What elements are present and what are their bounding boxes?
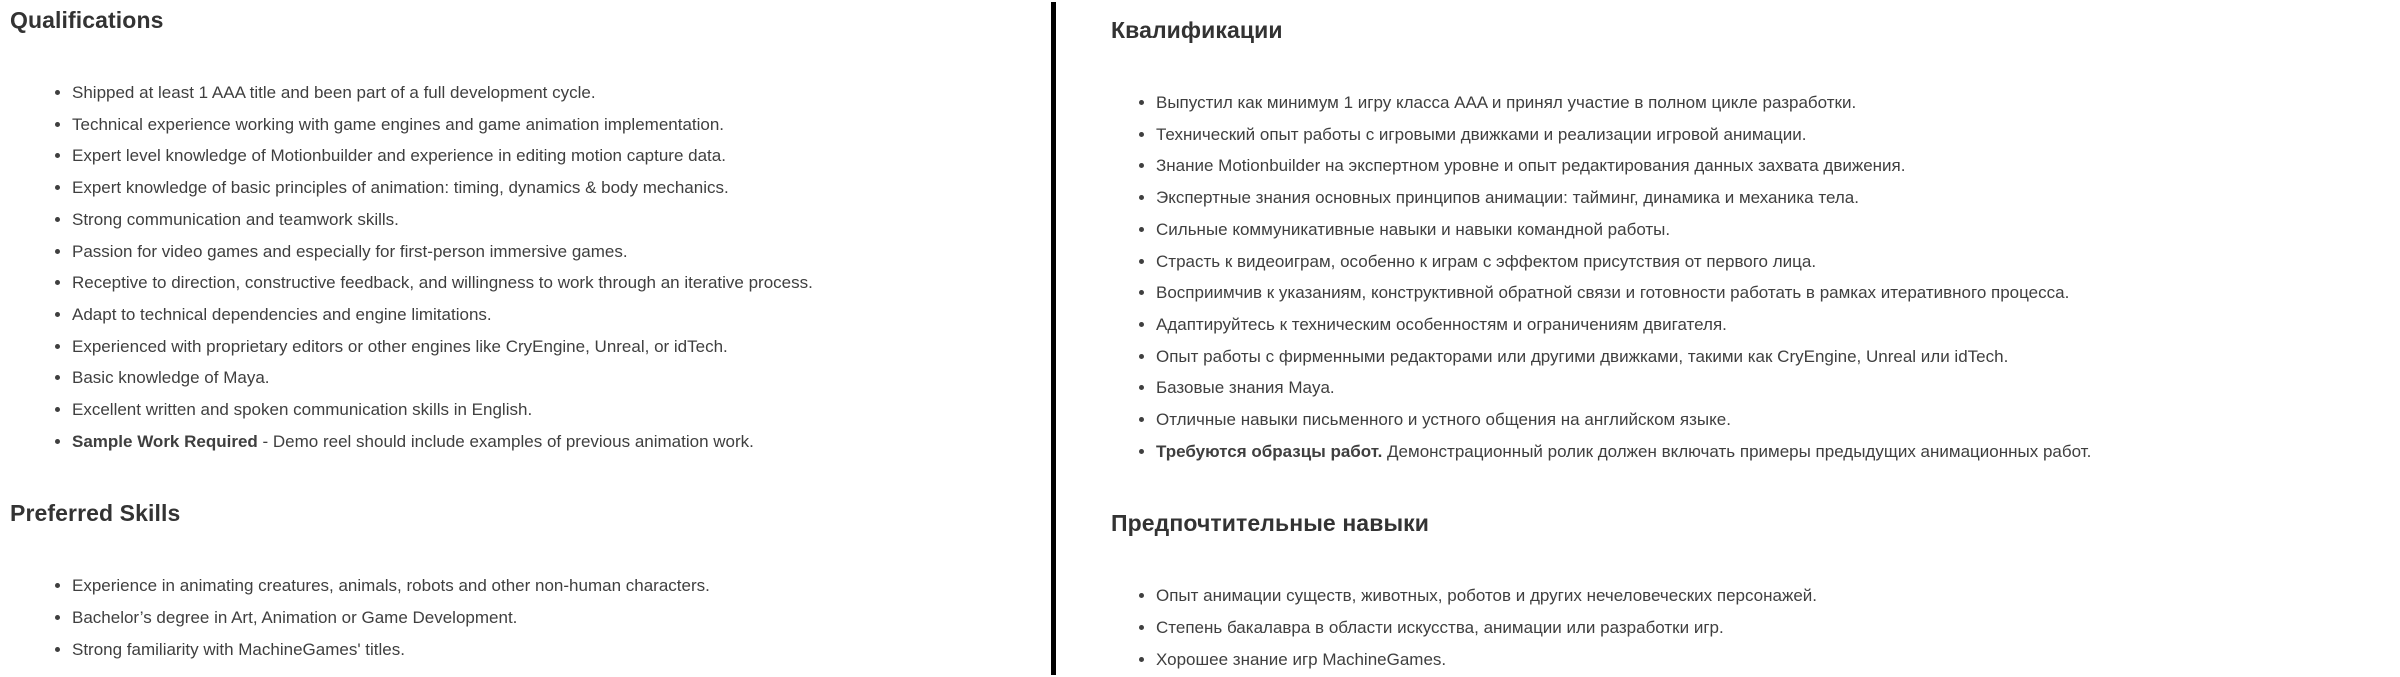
- list-item: • Выпустил как минимум 1 игру класса AAA и принял участие в полном цикле разработки.: [1156, 87, 2370, 119]
- list-item: • Восприимчив к указаниям, конструктивной обратной связи и готовности работать в рамках итеративного процесса.: [1156, 277, 2370, 309]
- list-item: • Shipped at least 1 AAA title and been part of a full development cycle.: [72, 77, 1021, 109]
- section: [1111, 14, 2370, 467]
- list-item: • Sample Work Required - Demo reel should include examples of previous animation work.: [72, 426, 1021, 458]
- section-heading: Квалификации: [1111, 17, 1283, 43]
- russian-column: [1056, 0, 2400, 677]
- list-item: • Passion for video games and especially for first-person immersive games.: [72, 236, 1021, 268]
- list-item: • Bachelor’s degree in Art, Animation or Game Development.: [72, 602, 1021, 634]
- list-item: • Receptive to direction, constructive feedback, and willingness to work through an iterative process.: [72, 267, 1021, 299]
- list-item: • Basic knowledge of Maya.: [72, 362, 1021, 394]
- list-item: • Expert knowledge of basic principles of animation: timing, dynamics & body mechanics.: [72, 172, 1021, 204]
- bold-lead: Требуются образцы работ.: [1156, 441, 1383, 461]
- list-item: • Страсть к видеоиграм, особенно к играм с эффектом присутствия от первого лица.: [1156, 246, 2370, 278]
- section: [1111, 507, 2370, 675]
- bullet-list: [1111, 87, 2370, 467]
- list-item: • Опыт работы с фирменными редакторами или другими движками, такими как CryEngine, Unreal или idTech.: [1156, 341, 2370, 373]
- list-item: • Technical experience working with game engines and game animation implementation.: [72, 109, 1021, 141]
- bullet-list: [10, 77, 1021, 457]
- section-heading: Preferred Skills: [10, 500, 181, 527]
- list-item: • Хорошее знание игр MachineGames.: [1156, 644, 2370, 676]
- section: [10, 497, 1021, 665]
- list-item: • Экспертные знания основных принципов анимации: тайминг, динамика и механика тела.: [1156, 182, 2370, 214]
- section: [10, 4, 1021, 457]
- list-item: • Базовые знания Maya.: [1156, 372, 2370, 404]
- section-heading: Предпочтительные навыки: [1111, 510, 1430, 537]
- list-item: • Адаптируйтесь к техническим особенностям и ограничениям двигателя.: [1156, 309, 2370, 341]
- list-item: • Сильные коммуникативные навыки и навыки командной работы.: [1156, 214, 2370, 246]
- section-heading: Qualifications: [10, 7, 164, 33]
- list-item: • Степень бакалавра в области искусства, анимации или разработки игр.: [1156, 612, 2370, 644]
- list-item: • Технический опыт работы с игровыми движками и реализации игровой анимации.: [1156, 119, 2370, 151]
- list-item: • Strong familiarity with MachineGames' titles.: [72, 634, 1021, 666]
- bullet-list: [10, 570, 1021, 665]
- list-item: • Требуются образцы работ. Демонстрационный ролик должен включать примеры предыдущих анимационных работ.: [1156, 436, 2370, 468]
- list-item: • Adapt to technical dependencies and engine limitations.: [72, 299, 1021, 331]
- list-item: • Strong communication and teamwork skills.: [72, 204, 1021, 236]
- list-item: • Experience in animating creatures, animals, robots and other non-human characters.: [72, 570, 1021, 602]
- bullet-list: [1111, 580, 2370, 675]
- list-item: • Отличные навыки письменного и устного общения на английском языке.: [1156, 404, 2370, 436]
- list-item: • Expert level knowledge of Motionbuilder and experience in editing motion capture data.: [72, 140, 1021, 172]
- list-item: • Опыт анимации существ, животных, роботов и других нечеловеческих персонажей.: [1156, 580, 2370, 612]
- list-item: • Excellent written and spoken communication skills in English.: [72, 394, 1021, 426]
- list-item: • Experienced with proprietary editors or other engines like CryEngine, Unreal, or idTech.: [72, 331, 1021, 363]
- bold-lead: Sample Work Required: [72, 431, 258, 451]
- list-item: • Знание Motionbuilder на экспертном уровне и опыт редактирования данных захвата движения.: [1156, 150, 2370, 182]
- english-column: [0, 0, 1051, 677]
